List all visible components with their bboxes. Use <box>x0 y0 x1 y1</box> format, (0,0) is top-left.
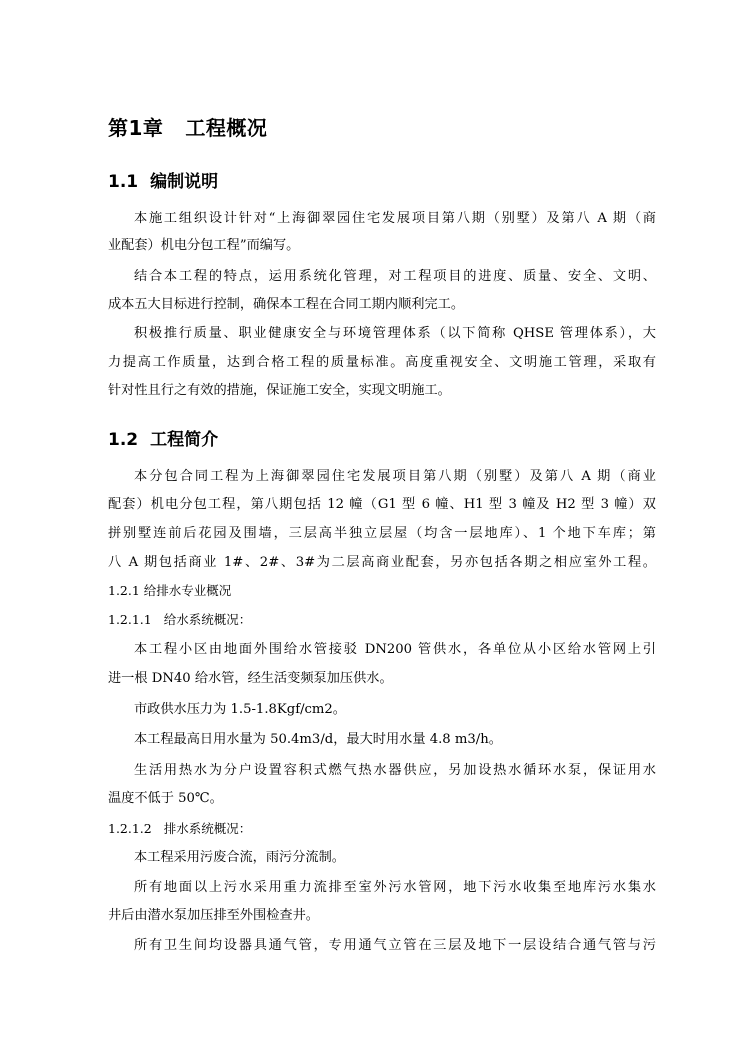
subsubsection-number: 1.2.1.1 <box>108 612 152 627</box>
paragraph-line: 配套）机电分包工程，第八期包括 12 幢（G1 型 6 幢、H1 型 3 幢及 H2 型 3 幢）双 <box>108 497 656 512</box>
chapter-title: 工程概况 <box>185 116 268 140</box>
section-title: 工程简介 <box>150 430 219 450</box>
paragraph-line: 进一根 DN40 给水管，经生活变频泵加压供水。 <box>108 671 393 686</box>
subsection-title: 给排水专业概况 <box>143 583 232 598</box>
paragraph-line: 针对性且行之有效的措施，保证施工安全，实现文明施工。 <box>108 383 451 398</box>
subsection-number: 1.2.1 <box>108 583 140 598</box>
paragraph-line: 本工程采用污废合流，雨污分流制。 <box>134 850 345 865</box>
paragraph-line: 生活用热水为分户设置容积式燃气热水器供应，另加设热水循环水泵，保证用水 <box>134 763 656 778</box>
paragraph-line: 本工程小区由地面外围给水管接驳 DN200 管供水，各单位从小区给水管网上引 <box>134 642 656 657</box>
subsubsection-title: 给水系统概况： <box>163 612 252 627</box>
paragraph-line: 力提高工作质量，达到合格工程的质量标准。高度重视安全、文明施工管理，采取有 <box>108 355 656 370</box>
section-number: 1.2 <box>108 430 139 450</box>
paragraph-line: 本施工组织设计针对“上海御翠园住宅发展项目第八期（别墅）及第八 A 期（商 <box>134 211 656 226</box>
paragraph-line: 拼别墅连前后花园及围墙，三层高半独立层屋（均含一层地库）、1 个地下车库；第 <box>108 526 656 541</box>
section-heading-1-2 <box>108 425 218 450</box>
subsubsection-heading-1-2-1-2 <box>108 820 251 838</box>
paragraph-line: 成本五大目标进行控制，确保本工程在合同工期内顺利完工。 <box>108 297 465 312</box>
chapter-heading <box>108 112 267 141</box>
paragraph-line: 本分包合同工程为上海御翠园住宅发展项目第八期（别墅）及第八 A 期（商业 <box>134 469 656 484</box>
chapter-number: 第1章 <box>108 116 164 140</box>
paragraph-line: 积极推行质量、职业健康安全与环境管理体系（以下简称 QHSE 管理体系），大 <box>134 326 656 341</box>
paragraph-line: 井后由潜水泵加压排至外围检查井。 <box>108 908 319 923</box>
subsubsection-heading-1-2-1-1 <box>108 611 251 629</box>
paragraph-line: 业配套）机电分包工程”而编写。 <box>108 238 300 253</box>
section-number: 1.1 <box>108 172 139 192</box>
paragraph-line: 本工程最高日用水量为 50.4m3/d，最大时用水量 4.8 m3/h。 <box>134 732 502 747</box>
subsection-heading-1-2-1 <box>108 582 231 600</box>
paragraph-line: 结合本工程的特点，运用系统化管理，对工程项目的进度、质量、安全、文明、 <box>134 269 656 284</box>
section-heading-1-1 <box>108 167 218 192</box>
paragraph-line: 市政供水压力为 1.5-1.8Kgf/cm2。 <box>134 702 346 717</box>
subsubsection-number: 1.2.1.2 <box>108 821 152 836</box>
paragraph-line: 所有卫生间均设器具通气管，专用通气立管在三层及地下一层设结合通气管与污 <box>134 938 656 953</box>
paragraph-line: 八 A 期包括商业 1#、2#、3#为二层高商业配套，另亦包括各期之相应室外工程。 <box>108 555 656 570</box>
section-title: 编制说明 <box>150 172 219 192</box>
paragraph-line: 所有地面以上污水采用重力流排至室外污水管网，地下污水收集至地库污水集水 <box>134 880 656 895</box>
subsubsection-title: 排水系统概况： <box>163 821 252 836</box>
paragraph-line: 温度不低于 50℃。 <box>108 791 223 806</box>
